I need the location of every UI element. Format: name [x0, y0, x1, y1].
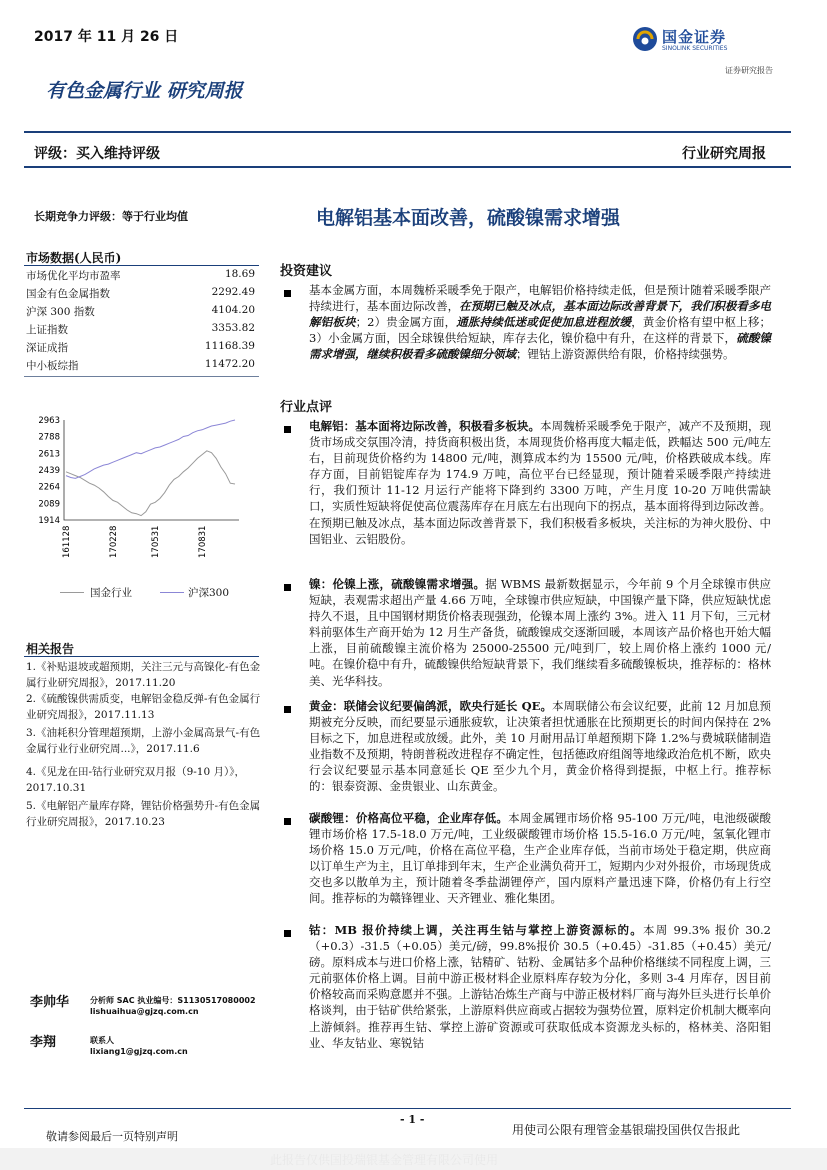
- x-tick-label: 170228: [108, 525, 119, 558]
- legend-label-industry: 国金行业: [90, 587, 132, 599]
- item-lead: 电解铝：基本面将边际改善，积极看多板块。: [309, 419, 541, 433]
- long-term-rating: 长期竞争力评级：等于行业均值: [34, 210, 188, 223]
- related-report-item[interactable]: 1.《补贴退坡或超预期，关注三元与高镍化-有色金属行业研究周报》，2017.11.20: [26, 661, 261, 689]
- invest-text-span: 硫酸镍需求增强，继续积极看多硫酸镍细分领域: [309, 331, 772, 362]
- market-label: 沪深 300 指数: [26, 306, 95, 318]
- item-lead: 镍：伦镍上涨，硫酸镍需求增强。: [309, 577, 486, 591]
- index-chart: [24, 410, 264, 580]
- logo-subtext: SINOLINK SECURITIES: [662, 45, 728, 52]
- y-tick-label: 2089: [38, 499, 60, 510]
- industry-item: [309, 576, 771, 689]
- bullet: [284, 706, 291, 713]
- x-tick-label: 170831: [198, 525, 209, 558]
- author-name-2: 李翔: [30, 1035, 57, 1050]
- industry-item: [309, 810, 771, 907]
- author-info-1: [90, 995, 256, 1017]
- footer-watermark-text: 用使司公限有理管金基银瑞投国供仅告报此: [512, 1123, 741, 1137]
- author-name-1: 李帅华: [30, 995, 70, 1010]
- market-row: [26, 304, 255, 322]
- related-rule: [24, 656, 259, 657]
- invest-text-span: 在预期已触及冰点，基本面边际改善背景下，我们积极看多电解铝板块: [309, 299, 772, 330]
- legend-swatch-industry: [60, 592, 84, 593]
- footer-disclaimer: 敬请参阅最后一页特别声明: [46, 1130, 178, 1143]
- bullet: [284, 426, 291, 433]
- market-value: 2292.49: [211, 286, 255, 298]
- market-row: [26, 268, 255, 286]
- market-row: [26, 340, 255, 358]
- author-info-2: [90, 1035, 188, 1057]
- industry-item: [309, 698, 771, 795]
- related-report-item[interactable]: 4.《见龙在田-钴行业研究双月报（9-10 月）》，2017.10.31: [26, 766, 245, 794]
- x-tick-label: 170531: [151, 525, 162, 558]
- market-row: [26, 286, 255, 304]
- invest-text-span: 基本金属方面，本周魏桥采暖季免于限产，电解铝价格持续走低，但是预计随着采暖季限产持续进行，基本面边际改善，: [309, 283, 771, 314]
- market-value: 3353.82: [211, 322, 255, 334]
- invest-text-span: 通胀持续低迷或促使加息进程放缓: [456, 315, 632, 330]
- market-value: 11168.39: [204, 340, 255, 352]
- y-tick-label: 2788: [38, 432, 60, 443]
- author-cert-1: 分析师 SAC 执业编号：S1130517080002: [90, 996, 256, 1005]
- market-label: 深证成指: [26, 342, 68, 354]
- invest-text-span: ，黄金价格有望中枢上移；3）小金属方面，因全球镍供给短缺，库存去化，镍价稳中有升，在这样的背景下，: [309, 315, 772, 346]
- author-email-2[interactable]: lixiang1@gjzq.com.cn: [90, 1047, 188, 1056]
- related-reports-title: 相关报告: [26, 642, 75, 656]
- page-number: - 1 -: [400, 1113, 425, 1126]
- bullet: [284, 930, 291, 937]
- item-body: 本周金属锂市场价格 95-100 万元/吨，电池级碳酸锂市场价格 17.5-18.0 万元/吨，工业级碳酸锂市场价格 15.5-16.0 万元/吨，氢氧化锂市场价格 15.0 万元/吨，价格在高位平稳，生产企业库存低，当前市场处于稳定期，供应商以订单生产为主，且订单排到年末，生产企业满负荷开工，短期内少对外报价，市场现货成交也多以散单为主，预计随着冬季盐湖锂停产，国内原料产量迅速下降，价格仍有上行空间。推荐标的为赣锋锂业、天齐锂业、雅化集团。: [309, 811, 772, 906]
- company-logo: [632, 24, 752, 58]
- item-body: 本周联储公布会议纪要，此前 12 月加息预期被充分反映，而纪要显示通胀疲软，让决策者担忧通胀在比预期更长的时间内保持在 2%目标之下，加息进程或放缓。此外，美 10 月耐用品订单超预期下降 1.2%与费城联储制造业指数不及预期，特朗普税改进程存不确定性，包括德政府组阁等地缘政治危机不断，欧央行会议纪要显示基本同意延长 QE 至少九个月，黄金价格得到提振，中枢上行。推荐标的：银泰资源、金贵银业、山东黄金。: [309, 699, 771, 794]
- market-label: 中小板综指: [26, 360, 79, 372]
- bottom-band: [0, 1148, 827, 1170]
- logo-text: 国金证券: [662, 28, 727, 46]
- rating-rule: [24, 166, 791, 168]
- sinolink-logo-icon: [632, 26, 658, 52]
- market-label: 上证指数: [26, 324, 68, 336]
- legend-label-hs300: 沪深300: [188, 587, 230, 599]
- rating: 评级：买入维持评级: [34, 146, 160, 162]
- headline: 电解铝基本面改善，硫酸镍需求增强: [316, 207, 621, 229]
- footer-rule: [24, 1108, 791, 1109]
- market-data-title: 市场数据(人民币): [26, 251, 122, 265]
- item-lead: 钴：MB 报价持续上调，关注再生钴与掌控上游资源标的。: [309, 923, 644, 937]
- market-label: 市场优化平均市盈率: [26, 270, 121, 282]
- related-report-item[interactable]: 5.《电解铝产量库存降，锂钴价格强势升-有色金属行业研究周报》，2017.10.23: [26, 800, 261, 828]
- report-date: 2017 年 11 月 26 日: [34, 29, 179, 45]
- report-tag: 证券研究报告: [725, 66, 773, 75]
- market-label: 国金有色金属指数: [26, 288, 110, 300]
- market-rule: [24, 265, 259, 266]
- invest-advice-text: [309, 282, 771, 362]
- report-type: 行业研究周报: [682, 146, 766, 162]
- item-lead: 黄金：联储会议纪要偏鸽派，欧央行延长 QE。: [309, 699, 553, 713]
- invest-text-span: ；2）贵金属方面，: [355, 315, 457, 330]
- invest-text-span: ；锂钴上游资源供给有限，价格持续强势。: [516, 347, 735, 362]
- market-value: 18.69: [224, 268, 255, 280]
- legend-swatch-hs300: [160, 592, 184, 593]
- invest-advice-title: 投资建议: [280, 264, 333, 279]
- market-row: [26, 358, 255, 376]
- bullet: [284, 290, 291, 297]
- series-line-0: [66, 451, 235, 516]
- y-tick-label: 2439: [38, 465, 60, 476]
- y-tick-label: 1914: [38, 516, 60, 526]
- bottom-band-text: 此报告仅供国投瑞银基金管理有限公司使用: [270, 1153, 499, 1167]
- author-email-1[interactable]: lishuaihua@gjzq.com.cn: [90, 1007, 199, 1016]
- industry-review-title: 行业点评: [280, 400, 333, 415]
- y-tick-label: 2963: [38, 416, 60, 426]
- market-value: 4104.20: [211, 304, 255, 316]
- related-report-item[interactable]: 2.《硫酸镍供需质变，电解铝金稳反弹-有色金属行业研究周报》，2017.11.13: [26, 693, 261, 721]
- item-body: 本周 99.3% 报价 30.2（+0.3）-31.5（+0.05）美元/磅，99.8%报价 30.5（+0.45）-31.85（+0.45）美元/磅。原料成本与进口价格上涨，钴精矿、钴粉、金属钴多个品种价格继续不同程度上调，三元前驱体价格上调。目前中游正极材料企业原料库存较为分化，多则 3-4 月库存，因目前价格较高而采购意愿并不强。上游钴冶炼生产商与中游正极材料厂商与海外巨头进行长单价格谈判，由于钴矿供给紧张，上游原料供应商或占据较为强势位置，原料定价机制大概率向上游倾斜。推荐再生钴、掌控上游矿资源或可获取低成本资源龙头标的，格林美、洛阳钼业、华友钴业、寒锐钴: [309, 923, 771, 1050]
- related-report-item[interactable]: 3.《油耗积分管理超预期，上游小金属高景气-有色金属行业行业研究周...》，2017.11.6: [26, 727, 261, 755]
- author-role-2: 联系人: [90, 1036, 114, 1045]
- chart-axes: [64, 420, 239, 520]
- chart-legend: [60, 585, 260, 601]
- item-body: 据 WBMS 最新数据显示，今年前 9 个月全球镍市供应短缺，表观需求超出产量 4.66 万吨，全球镍市供应短缺，中国镍产量下降，供应短缺忧虑持久不退，且中国钢材期货价格表现强劲，伦镍本周上涨约 3%。进入 11 月下旬，三元材料前驱体生产商开始为 12 月生产备货，硫酸镍成交逐渐回暖，本周该产品价格也开始大幅上涨，目前硫酸镍主流价格为 25000-25500 元/吨到厂，较上周价格上涨约 1000 元/吨。在镍价稳中有升，硫酸镍供给短缺背景下，我们继续看多硫酸镍板块，推荐标的：格林美、光华科技。: [309, 577, 771, 688]
- series-line-1: [66, 420, 235, 478]
- industry-item: [309, 418, 771, 547]
- bullet: [284, 818, 291, 825]
- page-title: 有色金属行业 研究周报: [46, 80, 243, 102]
- x-tick-label: 161128: [62, 525, 72, 558]
- market-value: 11472.20: [204, 358, 255, 370]
- item-body: 本周魏桥采暖季免于限产，减产不及预期，现货市场成交氛围冷清，持货商积极出货，本周现货价格再度大幅走低，跌幅达 500 元/吨左右，目前现货价格约为 14800 元/吨，测算成本约为 15500 元/吨，价格跌破成本线。库存方面，目前铝锭库存为 174.9 万吨，高位平台已经显现，预计随着采暖季限产持续进行，我们预计 11-12 月运行产能将下降到约 3300 万吨，产生月度 10-20 万吨供需缺口，实质性短缺将促使高位震荡库存在月底左右出现向下的拐点，基本面将得到边际改善。在预期已触及冰点，基本面边际改善背景下，我们积极看多板块，关注标的为神火股份、中国铝业、云铝股份。: [309, 419, 772, 546]
- industry-item: [309, 922, 771, 1051]
- bullet: [284, 584, 291, 591]
- market-row: [26, 322, 255, 340]
- y-tick-label: 2264: [38, 482, 60, 493]
- market-bottom-rule: [24, 376, 259, 377]
- item-lead: 碳酸锂：价格高位平稳，企业库存低。: [309, 811, 509, 825]
- header-rule: [24, 131, 791, 133]
- y-tick-label: 2613: [38, 449, 60, 460]
